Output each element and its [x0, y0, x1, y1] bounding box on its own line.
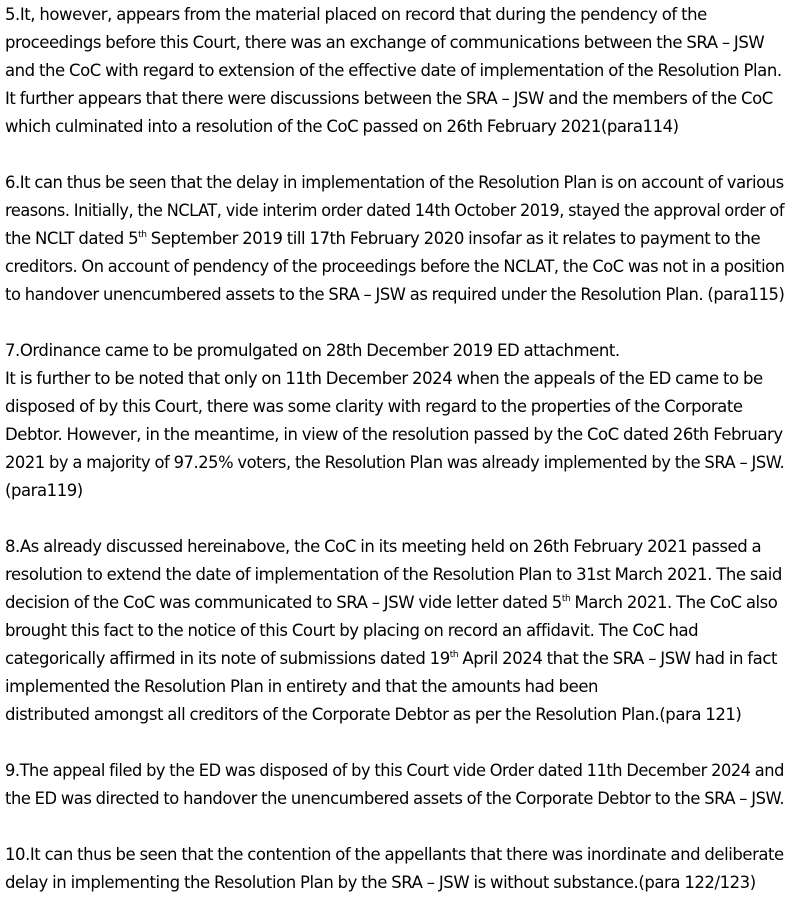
text-line	[5, 645, 777, 673]
text-segment: delay in implementing the Resolution Plan by the SRA – JSW is without substance.(para 122/123)	[5, 873, 756, 892]
text-line	[5, 169, 784, 197]
text-line	[5, 869, 756, 897]
text-line	[5, 449, 784, 477]
text-segment: which culminated into a resolution of the CoC passed on 26th February 2021(para114)	[5, 117, 679, 136]
text-line	[5, 785, 784, 813]
text-segment: 8.As already discussed hereinabove, the CoC in its meeting held on 26th February 2021 passed a	[5, 537, 762, 556]
text-segment: and the CoC with regard to extension of the effective date of implementation of the Resolution Plan.	[5, 61, 782, 80]
text-segment: reasons. Initially, the NCLAT, vide interim order dated 14th October 2019, stayed the approval order of	[5, 201, 785, 220]
text-line	[5, 477, 83, 505]
text-segment: brought this fact to the notice of this Court by placing on record an affidavit. The CoC had	[5, 621, 699, 640]
text-line	[5, 617, 698, 645]
text-line	[5, 701, 741, 729]
text-line	[5, 57, 782, 85]
text-segment: 9.The appeal filed by the ED was disposed of by this Court vide Order dated 11th December 2024 and	[5, 761, 784, 780]
text-segment: 10.It can thus be seen that the contention of the appellants that there was inordinate and deliberate	[5, 845, 784, 864]
text-segment: categorically affirmed in its note of submissions dated 19	[5, 649, 450, 668]
text-segment: 6.It can thus be seen that the delay in implementation of the Resolution Plan is on account of various	[5, 173, 784, 192]
text-line	[5, 561, 782, 589]
text-segment: the ED was directed to handover the unencumbered assets of the Corporate Debtor to the SRA – JSW.	[5, 789, 785, 808]
text-line	[5, 29, 764, 57]
text-segment: It is further to be noted that only on 11th December 2024 when the appeals of the ED came to be	[5, 369, 763, 388]
text-segment: the NCLT dated 5	[5, 229, 139, 248]
text-segment: proceedings before this Court, there was an exchange of communications between the SRA – JSW	[5, 33, 765, 52]
text-line	[5, 757, 784, 785]
text-segment: September 2019 till 17th February 2020 insofar as it relates to payment to the	[146, 229, 761, 248]
text-segment: disposed of by this Court, there was some clarity with regard to the properties of the Corporate	[5, 397, 743, 416]
text-segment: to handover unencumbered assets to the SRA – JSW as required under the Resolution Plan. (para115)	[5, 285, 785, 304]
ordinal-suffix: th	[449, 650, 459, 660]
text-line	[5, 85, 773, 113]
text-segment: distributed amongst all creditors of the Corporate Debtor as per the Resolution Plan.(para 121)	[5, 705, 742, 724]
text-line	[5, 421, 783, 449]
text-line	[5, 673, 598, 701]
text-segment: April 2024 that the SRA – JSW had in fact	[458, 649, 777, 668]
text-line	[5, 841, 784, 869]
text-line	[5, 225, 760, 253]
text-line	[5, 337, 620, 365]
text-line	[5, 1, 707, 29]
text-segment: It further appears that there were discussions between the SRA – JSW and the members of the CoC	[5, 89, 773, 108]
text-segment: implemented the Resolution Plan in entirety and that the amounts had been	[5, 677, 599, 696]
text-line	[5, 365, 763, 393]
text-line	[5, 589, 777, 617]
text-segment: resolution to extend the date of implementation of the Resolution Plan to 31st March 2021. The said	[5, 565, 782, 584]
text-segment: 7.Ordinance came to be promulgated on 28th December 2019 ED attachment.	[5, 341, 620, 360]
text-segment: Debtor. However, in the meantime, in view of the resolution passed by the CoC dated 26th February	[5, 425, 783, 444]
text-segment: decision of the CoC was communicated to SRA – JSW vide letter dated 5	[5, 593, 562, 612]
text-line	[5, 113, 679, 141]
ordinal-suffix: th	[138, 230, 147, 240]
text-segment: March 2021. The CoC also	[570, 593, 778, 612]
text-segment: creditors. On account of pendency of the proceedings before the NCLAT, the CoC was not in a position	[5, 257, 785, 276]
text-segment: (para119)	[5, 481, 83, 500]
text-line	[5, 393, 743, 421]
text-segment: 5.It, however, appears from the material placed on record that during the pendency of the	[5, 5, 707, 24]
text-line	[5, 281, 784, 309]
text-line	[5, 253, 784, 281]
ordinal-suffix: th	[561, 594, 571, 604]
text-line	[5, 533, 761, 561]
text-line	[5, 197, 784, 225]
text-segment: 2021 by a majority of 97.25% voters, the Resolution Plan was already implemented by the SRA – JSW.	[5, 453, 785, 472]
